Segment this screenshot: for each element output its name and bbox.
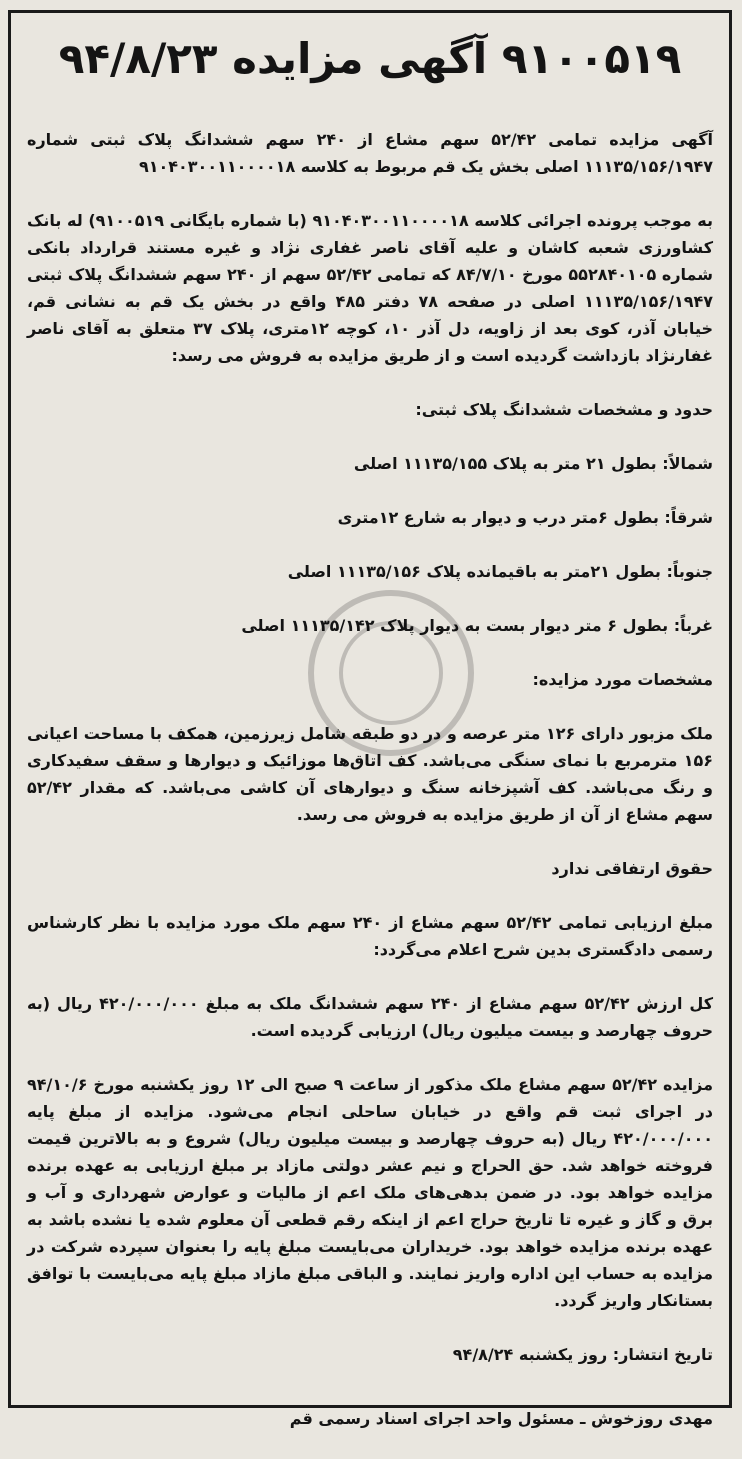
- auction-notice: [8, 10, 732, 1428]
- specs-heading: مشخصات مورد مزایده:: [532, 670, 713, 689]
- boundaries-heading: حدود و مشخصات ششدانگ پلاک ثبتی:: [415, 400, 713, 419]
- signature: مهدی روزخوش ـ مسئول واحد اجرای اسناد رسمی قم: [289, 1409, 713, 1428]
- case-paragraph: به موجب پرونده اجرائی کلاسه ۹۱۰۴۰۳۰۰۱۱۰۰۰۰۱۸ (با شماره بایگانی ۹۱۰۰۵۱۹) له بانک کشاورزی شعبه کاشان و علیه آقای ناصر غفاری نژاد و غیره مستند قرارداد بانکی شماره ۵۵۲۸۴۰۱۰۵ مورخ ۸۴/۷/۱۰ که تمامی ۵۲/۴۲ سهم از ۲۴۰ سهم ششدانگ پلاک ثبتی ۱۱۱۳۵/۱۵۶/۱۹۴۷ اصلی در صفحه ۷۸ دفتر ۴۸۵ واقع در بخش یک قم به نشانی قم، خیابان آذر، کوی بعد از زاویه، دل آذر ۱۰، کوچه ۱۲متری، پلاک ۳۷ متعلق به آقای ناصر غفارنژاد بازداشت گردیده است و از طریق مزایده به فروش می رسد:: [26, 211, 714, 365]
- notice-body: [27, 99, 713, 1459]
- publish-date: تاریخ انتشار: روز یکشنبه ۹۴/۸/۲۴: [452, 1345, 713, 1364]
- boundary-north: شمالاً: بطول ۲۱ متر به پلاک ۱۱۱۳۵/۱۵۵ اصلی: [353, 454, 713, 473]
- valuation-amount: کل ارزش ۵۲/۴۲ سهم مشاع از ۲۴۰ سهم ششدانگ ملک به مبلغ ۴۲۰/۰۰۰/۰۰۰ ریال (به حروف چهارصد و بیست میلیون ریال) ارزیابی گردیده است.: [27, 994, 714, 1040]
- valuation-intro: مبلغ ارزیابی تمامی ۵۲/۴۲ سهم مشاع از ۲۴۰ سهم ملک مورد مزایده با نظر کارشناس رسمی دادگستری بدین شرح اعلام می‌گردد:: [27, 913, 713, 959]
- boundary-west: غرباً: بطول ۶ متر دیوار بست به دیوار پلاک ۱۱۱۳۵/۱۴۲ اصلی: [241, 616, 713, 635]
- notice-title: ۹۱۰۰۵۱۹ آگهی مزایده ۹۴/۸/۲۳: [58, 34, 682, 83]
- easement-note: حقوق ارتفاقی ندارد: [551, 859, 713, 878]
- boundary-east: شرقاً: بطول ۶متر درب و دیوار به شارع ۱۲متری: [337, 508, 713, 527]
- auction-terms: مزایده ۵۲/۴۲ سهم مشاع ملک مذکور از ساعت ۹ صبح الی ۱۲ روز یکشنبه مورخ ۹۴/۱۰/۶ در اجرای ثبت قم واقع در خیابان ساحلی انجام می‌شود. مزایده از مبلغ پایه ۴۲۰/۰۰۰/۰۰۰ ریال (به حروف چهارصد و بیست میلیون ریال) شروع و به بالاترین قیمت فروخته خواهد شد. حق الحراج و نیم عشر دولتی مازاد بر مبلغ ارزیابی به عهده برنده مزایده خواهد بود. در ضمن بدهی‌های ملک اعم از مالیات و عوارض شهرداری و آب و برق و گاز و غیره تا تاریخ حراج اعم از اینکه رقم قطعی آن معلوم شده یا نشده باشد به عهده برنده مزایده خواهد بود. خریداران می‌بایست مبلغ پایه را بعنوان سپرده شرکت در مزایده به حساب این اداره واریز نمایند. و الباقی مبلغ مازاد مبلغ پایه می‌بایست با توافق بستانکار واریز گردد.: [27, 1075, 714, 1310]
- intro-paragraph: آگهی مزایده تمامی ۵۲/۴۲ سهم مشاع از ۲۴۰ سهم ششدانگ پلاک ثبتی شماره ۱۱۱۳۵/۱۵۶/۱۹۴۷ اصلی بخش یک قم مربوط به کلاسه ۹۱۰۴۰۳۰۰۱۱۰۰۰۰۱۸: [27, 130, 714, 176]
- boundary-south: جنوباً: بطول ۲۱متر به باقیمانده پلاک ۱۱۱۳۵/۱۵۶ اصلی: [287, 562, 713, 581]
- property-description: ملک مزبور دارای ۱۲۶ متر عرصه و در دو طبقه شامل زیرزمین، همکف با مساحت اعیانی ۱۵۶ مترمربع با نمای سنگی می‌باشد. کف اتاق‌ها موزائیک و دیوارها و سقف سفیدکاری و رنگ می‌باشد. کف آشپزخانه سنگ و دیوارهای آن کاشی می‌باشد. که مقدار ۵۲/۴۲ سهم مشاع از آن از طریق مزایده به فروش می رسد.: [27, 724, 714, 824]
